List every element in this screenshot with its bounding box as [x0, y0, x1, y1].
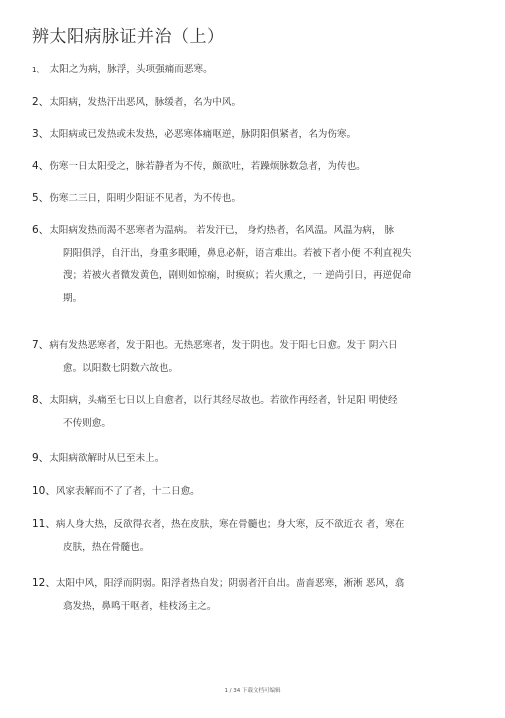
item-line: 皮肤，热在骨髓也。 — [63, 541, 150, 553]
item-text: 太阳中风，阳浮而阴弱。阳浮者热自发；阴弱者汗自出。啬啬恶寒，淅淅 恶风，翕 — [55, 578, 405, 589]
item-line: 愈。以阳数七阴数六故也。 — [63, 362, 179, 374]
list-item — [32, 572, 472, 618]
item-line — [32, 480, 472, 504]
item-text: 病人身大热，反欲得衣者，热在皮肤，寒在骨髓也；身大寒，反不欲近衣 者，寒在 — [55, 519, 405, 530]
item-line — [32, 334, 472, 358]
item-line — [32, 155, 472, 179]
page-footer: 1 / 34 下载文档可编辑 — [224, 688, 281, 694]
list-item — [32, 91, 472, 115]
list-item — [32, 389, 472, 435]
list-item — [32, 59, 472, 82]
list-item — [32, 513, 472, 559]
item-text: 太阳病，头痛至七日以上自愈者，以行其经尽故也。若欲作再经者，针足阳 明使经 — [49, 395, 398, 406]
item-text: 伤寒一日太阳受之，脉若静者为不传，颇欲吐，若躁烦脉数急者，为传也。 — [49, 161, 366, 172]
list-item — [32, 155, 472, 179]
item-line: 不传则愈。 — [63, 417, 111, 429]
item-number: 3、 — [32, 128, 50, 140]
list-item — [32, 334, 472, 380]
item-line — [32, 219, 472, 243]
item-number: 5、 — [32, 192, 50, 204]
item-number: 12、 — [32, 577, 56, 589]
item-text: 太阳病或已发热或未发热，必恶寒体痛呕逆，脉阴阳俱紧者，名为伤寒。 — [49, 129, 357, 140]
item-number: 9、 — [32, 452, 50, 464]
item-line: 翕发热，鼻鸣干呕者，桂枝汤主之。 — [63, 600, 217, 612]
item-number: 1、 — [32, 66, 44, 74]
item-text: 伤寒二三日，阳明少阳证不见者，为不传也。 — [49, 193, 242, 204]
item-text: 风家表解而不了了者，十二日愈。 — [55, 486, 200, 497]
list-item — [32, 447, 472, 471]
item-line — [32, 572, 472, 596]
item-number: 4、 — [32, 160, 50, 172]
item-line — [32, 447, 472, 471]
item-line — [32, 389, 472, 413]
item-line — [32, 187, 472, 211]
item-number: 2、 — [32, 96, 50, 108]
item-line — [32, 123, 472, 147]
item-line — [32, 59, 472, 82]
item-number: 10、 — [32, 485, 56, 497]
list-item — [32, 480, 472, 504]
list-item — [32, 219, 472, 310]
list-item — [32, 187, 472, 211]
item-line: 期。 — [63, 292, 83, 304]
item-line: 阴阳俱浮，自汗出，身重多眠睡，鼻息必鼾，语言难出。若被下者小便 不利直视失 — [63, 247, 412, 259]
item-number: 8、 — [32, 394, 50, 406]
list-item — [32, 123, 472, 147]
item-text: 病有发热恶寒者，发于阳也。无热恶寒者，发于阴也。发于阳七日愈。发于 阴六日 — [49, 340, 398, 351]
item-text: 太阳之为病，脉浮，头项强痛而恶寒。 — [49, 64, 213, 75]
item-line: 溲；若被火者微发黄色，剧则如惊痫，时瘈疭；若火熏之，一 逆尚引日，再逆促命 — [63, 270, 412, 281]
item-number: 11、 — [32, 518, 56, 530]
document-title: 辨太阳病脉证并治（上） — [32, 27, 225, 47]
item-text: 太阳病，发热汗出恶风，脉缓者，名为中风。 — [49, 97, 242, 108]
item-number: 6、 — [32, 224, 50, 236]
item-text: 太阳病欲解时从巳至未上。 — [49, 453, 165, 464]
item-line — [32, 513, 472, 537]
item-text: 太阳病发热而渴不恶寒者为温病。 若发汗已， 身灼热者，名风温。风温为病， 脉 — [49, 225, 395, 236]
item-line — [32, 91, 472, 115]
item-number: 7、 — [32, 339, 50, 351]
